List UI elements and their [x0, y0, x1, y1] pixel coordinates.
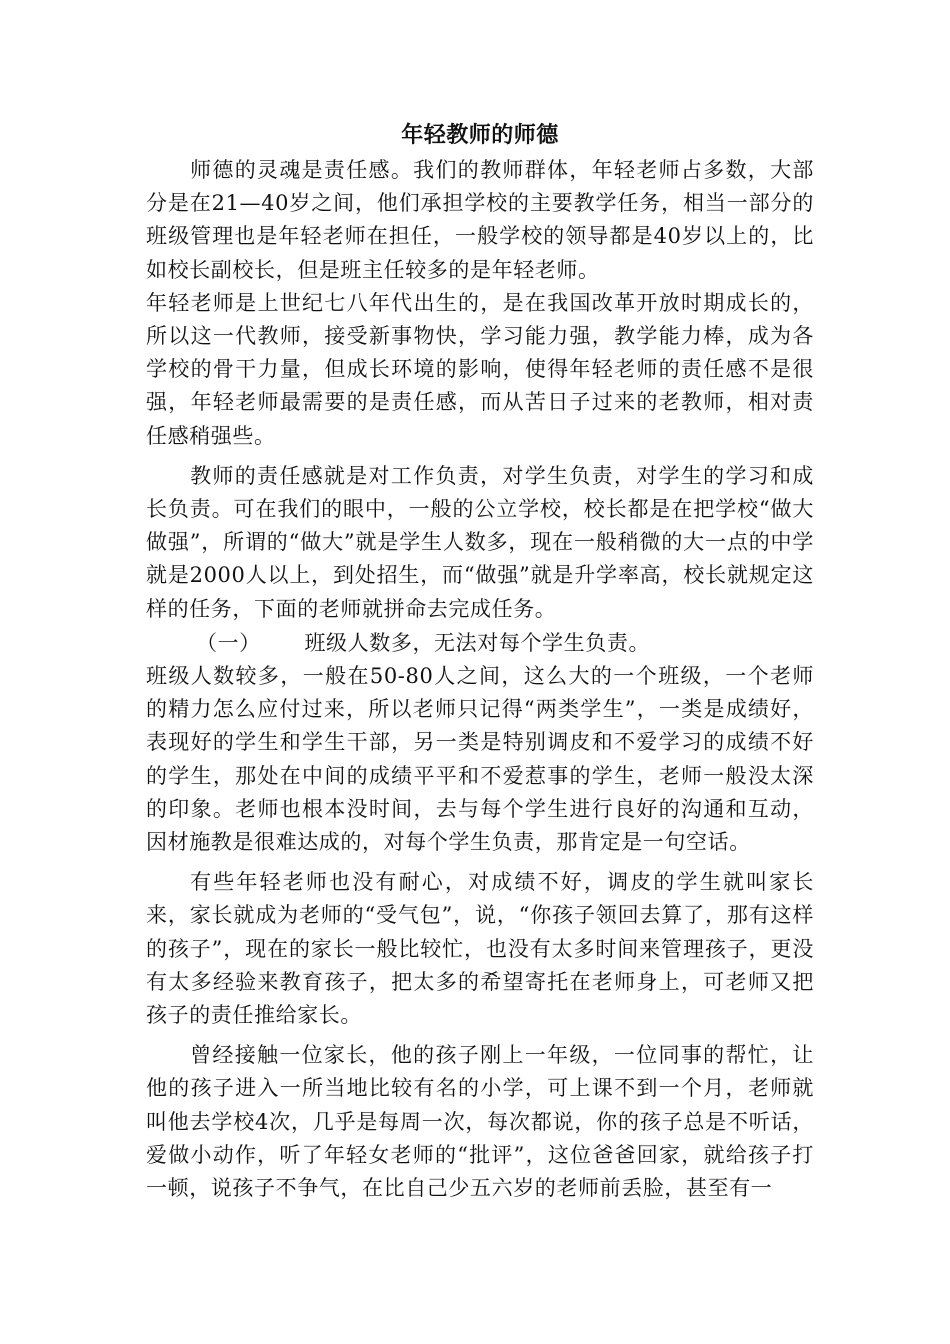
document-body — [146, 118, 814, 1205]
paragraph-6: 曾经接触一位家长，他的孩子刚上一年级，一位同事的帮忙，让他的孩子进入一所当地比较有名的小学，可上课不到一个月，老师就叫他去学校4次，几乎是每周一次，每次都说，你的孩子总是不听话，爱做小动作，听了年轻女老师的“批评”，这位爸爸回家，就给孩子打一顿，说孩子不争气，在比自己少五六岁的老师前丢脸，甚至有一 — [146, 1043, 814, 1201]
paragraph-1: 师德的灵魂是责任感。我们的教师群体，年轻老师占多数，大部分是在21—40岁之间，他们承担学校的主要教学任务，相当一部分的班级管理也是年轻老师在担任，一般学校的领导都是40岁以上的，比如校长副校长，但是班主任较多的是年轻老师。 — [146, 158, 814, 282]
document-title: 年轻教师的师德 — [401, 123, 559, 148]
paragraph-4: 班级人数较多，一般在50-80人之间，这么大的一个班级，一个老师的精力怎么应付过来，所以老师只记得“两类学生”，一类是成绩好，表现好的学生和学生干部，另一类是特别调皮和不爱学习的成绩不好的学生，那处在中间的成绩平平和不爱惹事的学生，老师一般没太深的印象。老师也根本没时间，去与每个学生进行良好的沟通和互动，因材施教是很难达成的，对每个学生负责，那肯定是一句空话。 — [146, 664, 814, 855]
paragraph-5: 有些年轻老师也没有耐心，对成绩不好，调皮的学生就叫家长来，家长就成为老师的“受气包”，说，“你孩子领回去算了，那有这样的孩子”，现在的家长一般比较忙，也没有太多时间来管理孩子，更没有太多经验来教育孩子，把太多的希望寄托在老师身上，可老师又把孩子的责任推给家长。 — [146, 870, 814, 1028]
paragraph-2: 年轻老师是上世纪七八年代出生的，是在我国改革开放时期成长的，所以这一代教师，接受新事物快，学习能力强，教学能力棒，成为各学校的骨干力量，但成长环境的影响，使得年轻老师的责任感不是很强，年轻老师最需要的是责任感，而从苦日子过来的老教师，相对责任感稍强些。 — [146, 290, 814, 448]
paragraph-3: 教师的责任感就是对工作负责，对学生负责，对学生的学习和成长负责。可在我们的眼中，一般的公立学校，校长都是在把学校“做大做强”，所谓的“做大”就是学生人数多，现在一般稍微的大一点的中学就是2000人以上，到处招生，而“做强”就是升学率高，校长就规定这样的任务，下面的老师就拼命去完成任务。 — [146, 463, 814, 621]
section-heading-1: （一） 班级人数多，无法对每个学生负责。 — [196, 630, 651, 655]
